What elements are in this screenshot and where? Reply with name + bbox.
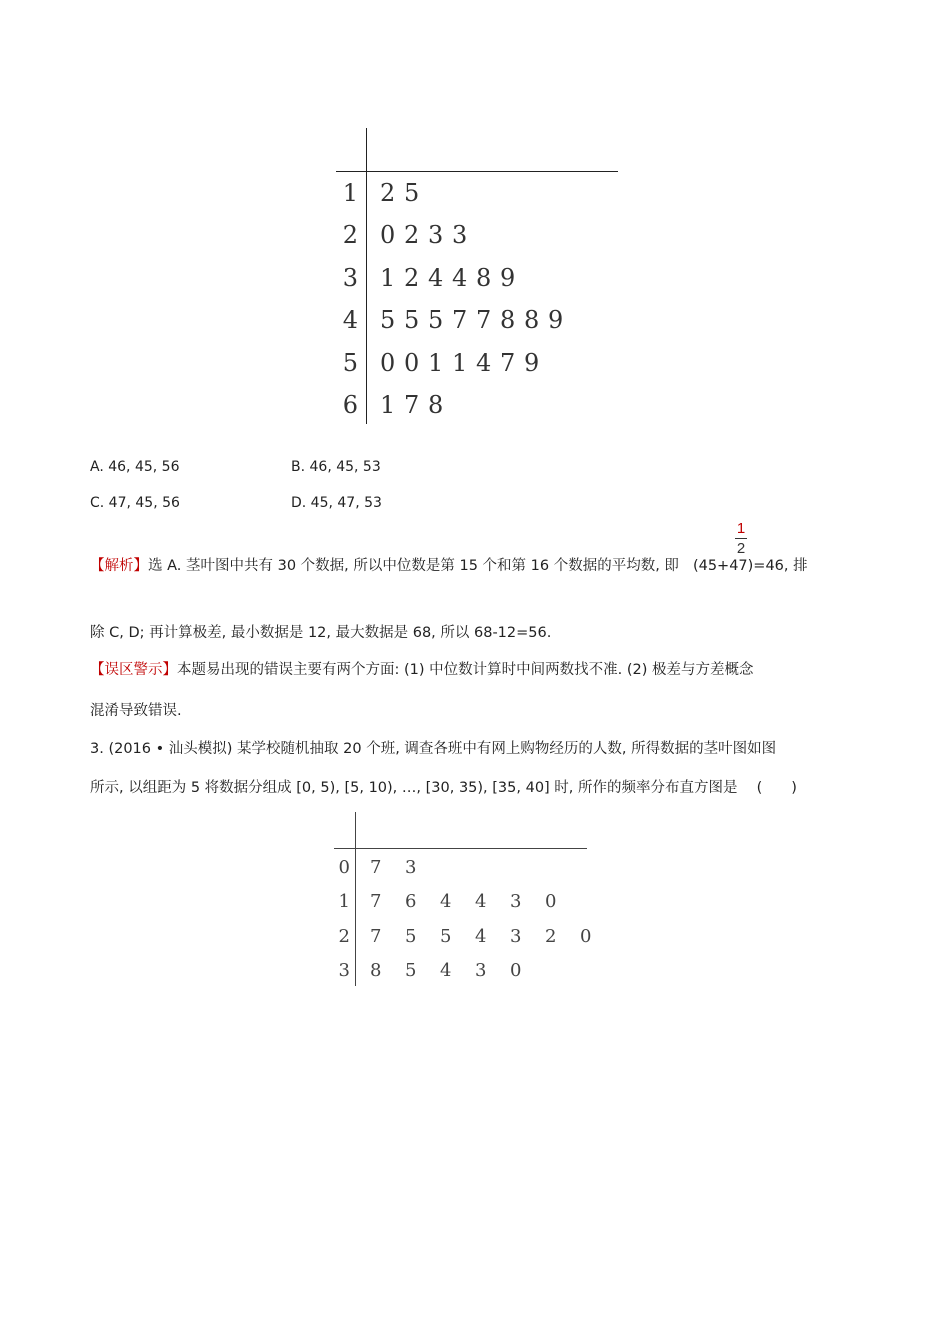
plot1-row: [336, 261, 516, 295]
plot1-leaves: [380, 264, 524, 292]
plot1-row: [336, 346, 540, 380]
option-c: C. 47, 45, 56: [90, 495, 180, 511]
plot1-leaf: 7: [452, 306, 468, 335]
plot2-row: [334, 956, 522, 986]
plot1-stem: 4: [342, 306, 358, 335]
plot1-leaf: 3: [428, 221, 444, 250]
plot1-leaf: 7: [476, 306, 492, 335]
plot1-leaf: 2: [404, 263, 420, 292]
plot2-leaf: 5: [405, 960, 417, 981]
plot1-leaf: 5: [428, 306, 444, 335]
option-b: B. 46, 45, 53: [291, 459, 381, 475]
fraction-one-half: [735, 520, 747, 557]
plot2-leaves: [370, 926, 615, 947]
plot1-leaf: 2: [404, 221, 420, 250]
plot1-leaf: 1: [380, 391, 396, 419]
plot2-leaf: 4: [475, 925, 487, 947]
plot2-leaf: 5: [405, 925, 417, 947]
plot1-leaf: 7: [404, 391, 420, 419]
plot2-stem: 3: [338, 960, 350, 981]
option-d: D. 45, 47, 53: [291, 495, 382, 511]
plot1-leaves: [380, 221, 476, 249]
plot1-row: [336, 218, 468, 252]
plot2-leaf: 4: [440, 960, 452, 981]
plot1-leaf: 0: [404, 348, 420, 377]
stem-leaf-plot-1: [336, 128, 626, 428]
plot2-leaf: 8: [370, 960, 382, 981]
plot1-leaf: 4: [476, 348, 492, 377]
plot2-leaf: 3: [405, 856, 417, 878]
option-a: A. 46, 45, 56: [90, 459, 180, 475]
fraction-numerator: 1: [736, 520, 746, 537]
plot1-stem: 5: [342, 348, 358, 377]
plot1-leaf: 2: [380, 179, 396, 207]
plot2-stem: 1: [338, 891, 350, 912]
fraction-bar: [735, 538, 747, 539]
plot2-leaf: 0: [580, 925, 592, 947]
plot1-leaf: 4: [428, 263, 444, 292]
plot2-leaf: 0: [510, 960, 522, 981]
plot1-leaf: 1: [428, 348, 444, 377]
plot2-leaf: 7: [370, 856, 382, 878]
warning-paragraph: [90, 658, 860, 679]
plot1-leaf: 1: [452, 348, 468, 377]
plot1-leaf: 7: [500, 348, 516, 377]
plot1-row: [336, 176, 420, 210]
plot1-leaf: 9: [500, 263, 516, 292]
stem-leaf-plot-2: [334, 812, 624, 992]
plot2-leaf: 6: [405, 891, 417, 912]
plot1-leaf: 3: [452, 221, 468, 250]
plot1-stem: 3: [342, 263, 358, 292]
question3-line-1: 3. (2016 • 汕头模拟) 某学校随机抽取 20 个班, 调查各班中有网上购物经历的人数, 所得数据的茎叶图如图: [90, 741, 777, 757]
warning-line-2: 混淆导致错误.: [90, 703, 182, 719]
plot1-leaf: 8: [428, 391, 444, 419]
plot2-leaves: [370, 960, 545, 981]
plot2-leaf: 3: [510, 925, 522, 947]
plot1-horizontal-rule: [336, 171, 618, 172]
plot1-vertical-rule: [366, 128, 367, 424]
analysis-line-2: 除 C, D; 再计算极差, 最小数据是 12, 最大数据是 68, 所以 68-12=56.: [90, 625, 552, 641]
plot1-leaf: 8: [500, 306, 516, 335]
plot1-leaf: 8: [524, 306, 540, 335]
plot1-leaf: 5: [380, 306, 396, 335]
analysis-text-after: (45+47)=46, 排: [692, 558, 808, 574]
plot1-stem: 1: [342, 179, 358, 207]
plot1-leaves: [380, 179, 428, 207]
plot2-leaf: 5: [440, 925, 452, 947]
plot2-leaf: 7: [370, 891, 382, 912]
plot1-leaf: 4: [452, 263, 468, 292]
plot2-leaf: 0: [545, 891, 557, 912]
analysis-paragraph: [90, 554, 860, 575]
analysis-text: 选 A. 茎叶图中共有 30 个数据, 所以中位数是第 15 个和第 16 个数据的平均数, 即: [148, 558, 679, 574]
plot1-leaves: [380, 391, 452, 419]
plot2-row: [334, 887, 557, 917]
plot1-leaf: 0: [380, 221, 396, 250]
plot1-leaf: 0: [380, 348, 396, 377]
question3-line-2: 所示, 以组距为 5 将数据分组成 [0, 5), [5, 10), …, [30, 35), [35, 40] 时, 所作的频率分布直方图是 ( ): [90, 780, 797, 796]
fraction-denominator: 2: [736, 540, 746, 557]
plot2-leaf: 4: [440, 891, 452, 912]
plot2-row: [334, 852, 417, 882]
warning-tag: 【误区警示】: [90, 662, 177, 678]
plot2-row: [334, 921, 592, 951]
plot1-row: [336, 303, 564, 337]
plot1-leaf: 8: [476, 263, 492, 292]
plot2-leaf: 3: [510, 891, 522, 912]
plot2-leaf: 2: [545, 925, 557, 947]
warning-text: 本题易出现的错误主要有两个方面: (1) 中位数计算时中间两数找不准. (2) 极差与方差概念: [177, 662, 754, 678]
plot1-leaf: 9: [548, 306, 564, 335]
plot2-leaf: 3: [475, 960, 487, 981]
plot1-stem: 6: [342, 391, 358, 419]
plot2-leaves: [370, 891, 580, 912]
plot1-stem: 2: [342, 221, 358, 250]
plot1-row: [336, 388, 444, 422]
plot2-stem: 0: [338, 856, 350, 878]
plot1-leaves: [380, 306, 572, 334]
analysis-tag: 【解析】: [90, 558, 148, 574]
plot2-leaf: 4: [475, 891, 487, 912]
plot1-leaf: 5: [404, 306, 420, 335]
plot2-vertical-rule: [355, 812, 356, 986]
plot1-leaves: [380, 349, 548, 377]
plot2-stem: 2: [338, 925, 350, 947]
plot1-leaf: 5: [404, 179, 420, 207]
plot1-leaf: 9: [524, 348, 540, 377]
plot2-horizontal-rule: [334, 848, 587, 849]
plot1-leaf: 1: [380, 263, 396, 292]
plot2-leaves: [370, 857, 440, 878]
plot2-leaf: 7: [370, 925, 382, 947]
